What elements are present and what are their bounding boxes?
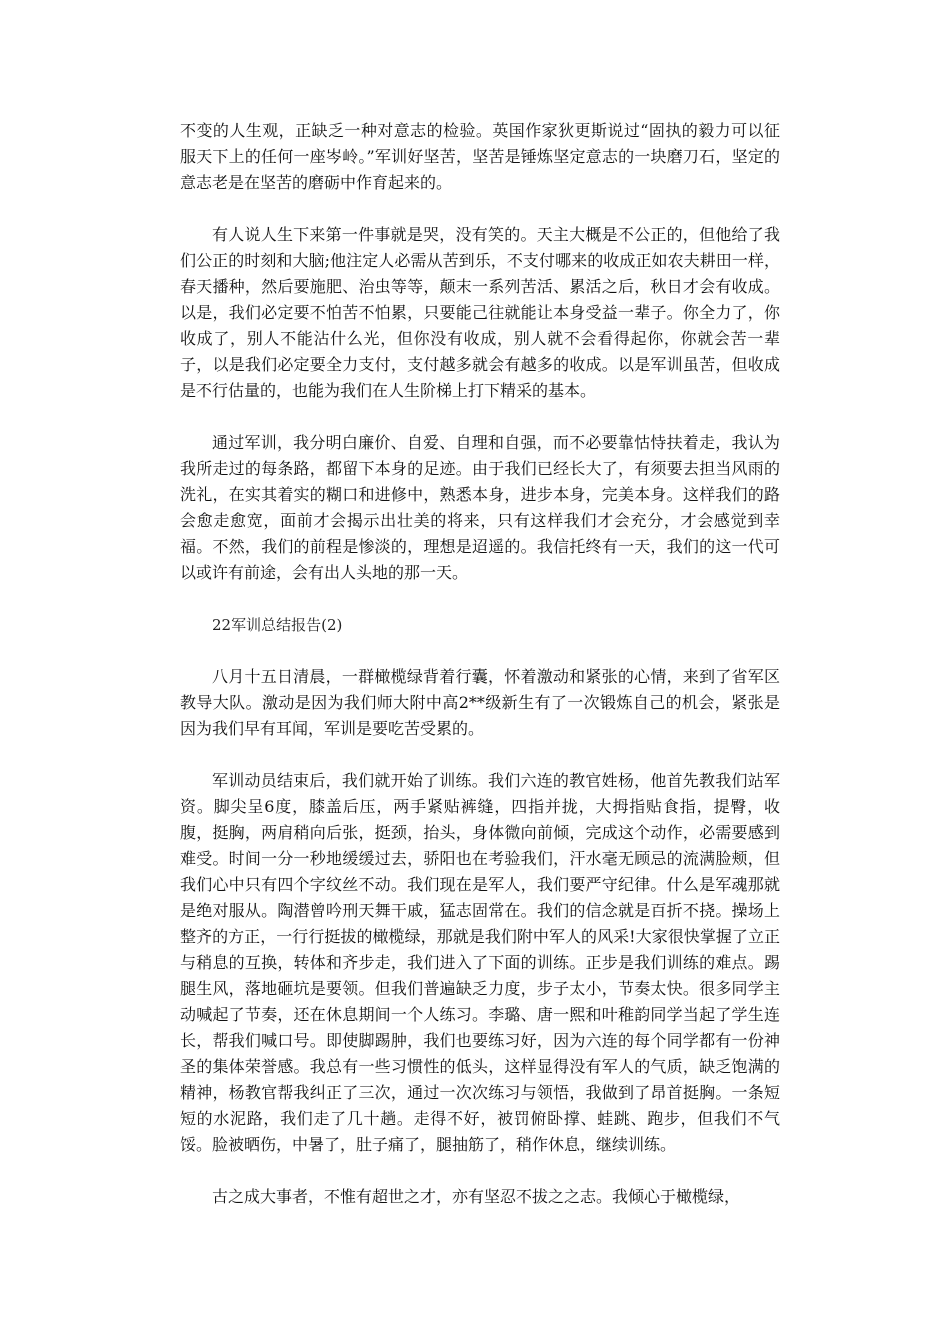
paragraph-3: 通过军训，我分明白廉价、自爱、自理和自强，而不必要靠怙恃扶着走，我认为我所走过的每条路，都留下本身的足迹。由于我们已经长大了，有须要去担当风雨的洗礼，在实其着实的糊口和进修中，熟悉本身，进步本身，完美本身。这样我们的路会愈走愈宽，面前才会揭示出壮美的将来，只有这样我们才会充分，才会感觉到幸福。不然，我们的前程是惨淡的，理想是迢遥的。我信托终有一天，我们的这一代可以或许有前途，会有出人头地的那一天。	[180, 433, 780, 582]
paragraph-4: 八月十五日清晨，一群橄榄绿背着行囊，怀着激动和紧张的心情，来到了省军区教导大队。激动是因为我们师大附中高2**级新生有了一次锻炼自己的机会，紧张是因为我们早有耳闻，军训是要吃苦受累的。	[180, 667, 780, 738]
paragraph-5: 军训动员结束后，我们就开始了训练。我们六连的教官姓杨，他首先教我们站军资。脚尖呈6度，膝盖后压，两手紧贴裤缝，四指并拢，大拇指贴食指，提臀，收腹，挺胸，两肩稍向后张，挺颈，抬头，身体微向前倾，完成这个动作，必需要感到难受。时间一分一秒地缓缓过去，骄阳也在考验我们，汗水毫无顾忌的流满脸颊，但我们心中只有四个字纹丝不动。我们现在是军人，我们要严守纪律。什么是军魂那就是绝对服从。陶潜曾吟刑天舞干戚，猛志固常在。我们的信念就是百折不挠。操场上整齐的方正，一行行挺拔的橄榄绿，那就是我们附中军人的风采!大家很快掌握了立正与稍息的互换，转体和齐步走，我们进入了下面的训练。正步是我们训练的难点。踢腿生风，落地砸坑是要领。但我们普遍缺乏力度，步子太小，节奏太快。很多同学主动喊起了节奏，还在休息期间一个人练习。李璐、唐一熙和叶稚韵同学当起了学生连长，帮我们喊口号。即使脚踢肿，我们也要练习好，因为六连的每个同学都有一份神圣的集体荣誉感。我总有一些习惯性的低头，这样显得没有军人的气质，缺乏饱满的精神，杨教官帮我纠正了三次，通过一次次练习与领悟，我做到了昂首挺胸。一条短短的水泥路，我们走了几十趟。走得不好，被罚俯卧撑、蛙跳、跑步，但我们不气馁。脸被晒伤，中暑了，肚子痛了，腿抽筋了，稍作休息，继续训练。	[180, 771, 780, 1154]
section-heading: 22军训总结报告(2)	[212, 616, 343, 634]
document-page	[180, 118, 780, 1236]
paragraph-1: 不变的人生观，正缺乏一种对意志的检验。英国作家狄更斯说过“固执的毅力可以征服天下上的任何一座岑岭。”军训好坚苦，坚苦是锤炼坚定意志的一块磨刀石，坚定的意志老是在坚苦的磨砺中作育起来的。	[180, 121, 780, 192]
paragraph-2: 有人说人生下来第一件事就是哭，没有笑的。天主大概是不公正的，但他给了我们公正的时刻和大脑;他注定人必需从苦到乐，不支付哪来的收成正如农夫耕田一样，春天播种，然后要施肥、治虫等等，颠末一系列苦活、累活之后，秋日才会有收成。以是，我们必定要不怕苦不怕累，只要能己往就能让本身受益一辈子。你全力了，你收成了，别人不能沾什么光，但你没有收成，别人就不会看得起你，你就会苦一辈子，以是我们必定要全力支付，支付越多就会有越多的收成。以是军训虽苦，但收成是不行估量的，也能为我们在人生阶梯上打下精采的基本。	[180, 225, 780, 400]
paragraph-6: 古之成大事者，不惟有超世之才，亦有坚忍不拔之之志。我倾心于橄榄绿，	[212, 1187, 741, 1206]
